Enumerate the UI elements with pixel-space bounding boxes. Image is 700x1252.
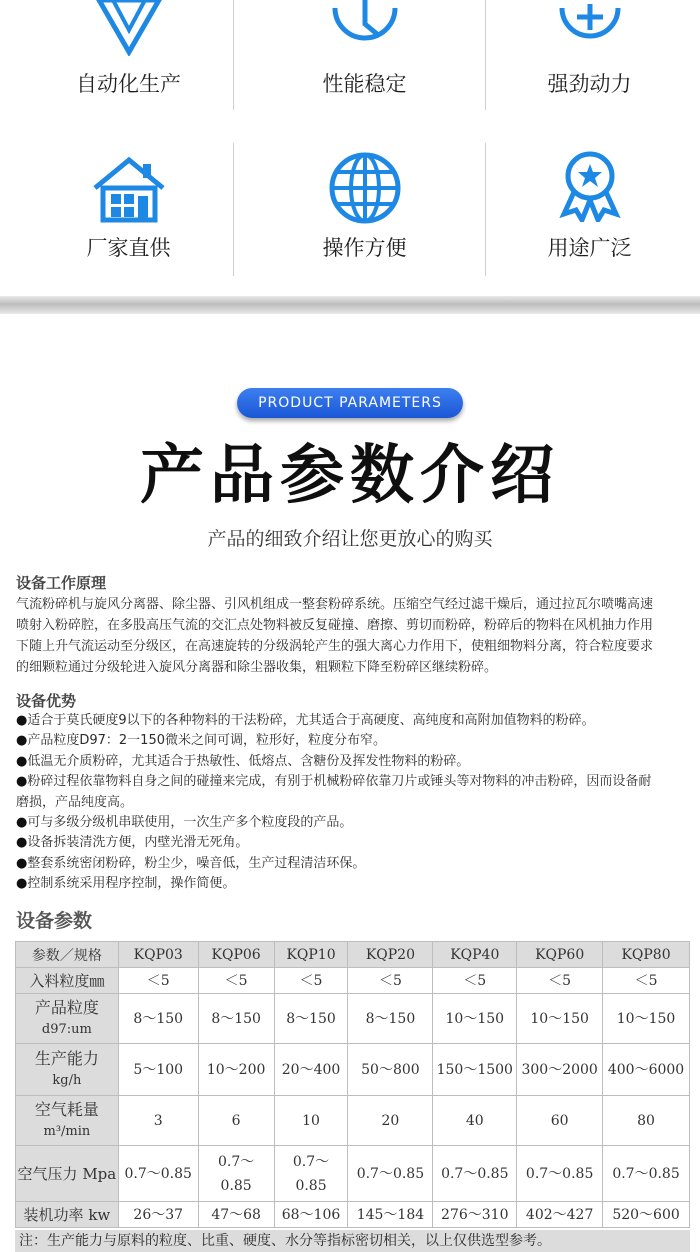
- text-line: 气流粉碎机与旋风分离器、除尘器、引风机组成一整套粉碎系统。压缩空气经过滤干燥后，通过拉瓦尔喷嘴高速: [16, 597, 654, 612]
- value-cell: 26～37: [118, 1202, 198, 1228]
- feature-label: 性能稳定: [322, 72, 407, 96]
- value-cell: ＜5: [433, 968, 517, 994]
- advantages-list: [16, 711, 688, 895]
- header-cell-model: KQP06: [198, 942, 274, 968]
- row-label-line: 入料粒度㎜: [29, 971, 105, 990]
- feature-power: [473, 0, 700, 110]
- table-note: 注：生产能力与原料的粒度、比重、硬度、水分等指标密切相关，以上仅供选型参考。: [15, 1230, 690, 1252]
- value-cell: ＜5: [118, 968, 198, 994]
- advantages-title: 设备优势: [16, 692, 77, 710]
- value-cell: 8～150: [274, 994, 348, 1044]
- list-item: ●粉碎过程依靠物料自身之间的碰撞来完成，有别于机械粉碎依靠刀片或锤头等对物料的冲击粉碎，因而设备耐: [16, 774, 652, 790]
- table-row: [16, 1146, 690, 1202]
- features-grid: [0, 0, 700, 300]
- principle-text: [16, 594, 688, 678]
- value-cell: 10: [274, 1096, 348, 1146]
- award-ribbon-icon: [552, 150, 628, 222]
- feature-label: 自动化生产: [76, 72, 181, 96]
- value-cell: ＜5: [517, 968, 603, 994]
- row-label-line: 生产能力: [34, 1048, 99, 1068]
- row-label-line: 空气耗量: [34, 1099, 99, 1119]
- feature-direct-supply: [12, 150, 245, 270]
- row-label-cell: [16, 968, 119, 994]
- row-label-cell: [16, 1096, 119, 1146]
- value-cell: 0.7～ 0.85: [274, 1146, 348, 1202]
- value-cell: 20～400: [274, 1044, 348, 1096]
- value-cell: 10～150: [517, 994, 603, 1044]
- feature-label: 厂家直供: [86, 236, 171, 260]
- value-cell: 0.7～0.85: [433, 1146, 517, 1202]
- list-item: ●控制系统采用程序控制，操作简便。: [16, 876, 236, 892]
- section-divider: [0, 296, 700, 314]
- list-item: ●产品粒度D97：2一150微米之间可调，粒形好，粒度分布窄。: [16, 733, 386, 749]
- value-cell: 0.7～0.85: [517, 1146, 603, 1202]
- list-item: ●整套系统密闭粉碎，粉尘少，噪音低，生产过程清洁环保。: [16, 855, 366, 871]
- params-title: 设备参数: [16, 910, 93, 932]
- feature-automation: [12, 0, 245, 110]
- value-cell: 0.7～0.85: [118, 1146, 198, 1202]
- feature-wide-usage: [473, 150, 700, 270]
- value-cell: 68～106: [274, 1202, 348, 1228]
- page-title: 产品参数介绍: [140, 439, 560, 513]
- feature-stability: [248, 0, 481, 110]
- header-cell-model: KQP60: [517, 942, 603, 968]
- value-cell: 145～184: [348, 1202, 433, 1228]
- table-row: [16, 994, 690, 1044]
- feature-label: 用途广泛: [547, 236, 632, 260]
- diamond-icon: [93, 0, 165, 56]
- value-cell: 5～100: [118, 1044, 198, 1096]
- value-cell: ＜5: [603, 968, 690, 994]
- value-cell: 0.7～0.85: [603, 1146, 690, 1202]
- value-cell: 60: [517, 1096, 603, 1146]
- value-cell: 402～427: [517, 1202, 603, 1228]
- table-row: [16, 1044, 690, 1096]
- clock-icon: [329, 0, 401, 56]
- list-item: ●适合于莫氏硬度9以下的各种物料的干法粉碎，尤其适合于高硬度、高纯度和高附加值物料的粉碎。: [16, 713, 595, 728]
- value-cell: 150～1500: [433, 1044, 517, 1096]
- text-line: 的细颗粒通过分级轮进入旋风分离器和除尘器收集，粗颗粒下降至粉碎区继续粉碎。: [16, 660, 498, 675]
- value-cell: 10～150: [433, 994, 517, 1044]
- table-row: [16, 1202, 690, 1228]
- list-item: ●设备拆装清洗方便，内壁光滑无死角。: [16, 835, 249, 851]
- text-line: 喷射入粉碎腔，在多股高压气流的交汇点处物料被反复碰撞、磨擦、剪切而粉碎，粉碎后的物料在风机抽力作用: [16, 618, 654, 633]
- list-item: ●低温无介质粉碎，尤其适合于热敏性、低熔点、含糖份及挥发性物料的粉碎。: [16, 753, 470, 769]
- table-header-row: [16, 942, 690, 968]
- value-cell: 276～310: [433, 1202, 517, 1228]
- table-row: [16, 968, 690, 994]
- row-label-line: d97:um: [41, 1021, 92, 1037]
- text-line: 下随上升气流运动至分级区，在高速旋转的分级涡轮产生的强大离心力作用下，使粗细物料分离，符合粒度要求: [16, 639, 654, 654]
- principle-title: 设备工作原理: [16, 574, 107, 592]
- row-label-cell: [16, 994, 119, 1044]
- value-cell: 10～200: [198, 1044, 274, 1096]
- header-cell-model: KQP40: [433, 942, 517, 968]
- feature-label: 操作方便: [322, 236, 407, 260]
- row-label-cell: [16, 1146, 119, 1202]
- value-cell: 40: [433, 1096, 517, 1146]
- feature-label: 强劲动力: [547, 72, 632, 96]
- row-label-cell: [16, 1202, 119, 1228]
- value-cell: ＜5: [348, 968, 433, 994]
- row-label-line: 空气压力 Mpa: [17, 1164, 117, 1183]
- header-cell-model: KQP20: [348, 942, 433, 968]
- plus-circle-icon: [554, 0, 626, 56]
- header-cell-model: KQP03: [118, 942, 198, 968]
- value-cell: 0.7～0.85: [348, 1146, 433, 1202]
- value-cell: 8～150: [348, 994, 433, 1044]
- value-cell: 20: [348, 1096, 433, 1146]
- globe-icon: [327, 150, 403, 226]
- value-cell: 10～150: [603, 994, 690, 1044]
- value-cell: 0.7～ 0.85: [198, 1146, 274, 1202]
- header-cell-model: KQP80: [603, 942, 690, 968]
- row-label-line: 产品粒度: [34, 997, 99, 1017]
- value-cell: 8～150: [118, 994, 198, 1044]
- list-item-continuation: 磨损，产品纯度高。: [16, 794, 134, 810]
- row-label-line: kg/h: [52, 1072, 82, 1088]
- value-cell: 8～150: [198, 994, 274, 1044]
- value-cell: 520～600: [603, 1202, 690, 1228]
- value-cell: 80: [603, 1096, 690, 1146]
- header-cell-model: KQP10: [274, 942, 348, 968]
- value-cell: ＜5: [274, 968, 348, 994]
- value-cell: 400～6000: [603, 1044, 690, 1096]
- section-pill: PRODUCT PARAMETERS: [237, 388, 463, 418]
- house-icon: [91, 156, 167, 224]
- value-cell: 300～2000: [517, 1044, 603, 1096]
- value-cell: 6: [198, 1096, 274, 1146]
- spec-table: [15, 941, 690, 1228]
- row-label-cell: [16, 1044, 119, 1096]
- feature-easy-operation: [248, 150, 481, 270]
- value-cell: 50～800: [348, 1044, 433, 1096]
- row-label-line: m³/min: [43, 1123, 91, 1139]
- page-subtitle: 产品的细致介绍让您更放心的购买: [207, 528, 493, 550]
- value-cell: 3: [118, 1096, 198, 1146]
- value-cell: ＜5: [198, 968, 274, 994]
- list-item: ●可与多级分级机串联使用，一次生产多个粒度段的产品。: [16, 815, 353, 831]
- table-row: [16, 1096, 690, 1146]
- row-label-line: 装机功率 kw: [23, 1205, 111, 1224]
- value-cell: 47～68: [198, 1202, 274, 1228]
- header-cell-label: 参数／规格: [16, 942, 119, 968]
